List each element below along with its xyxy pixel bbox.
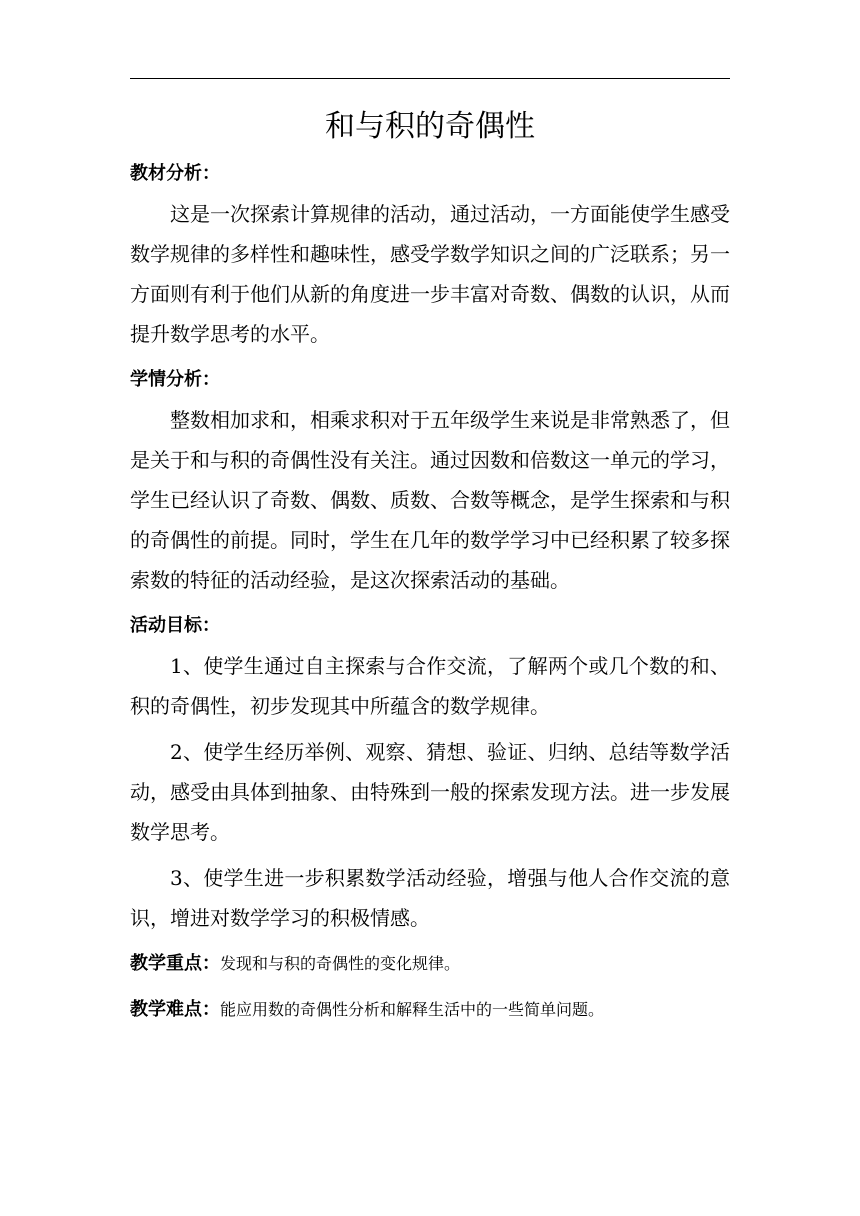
section-heading: 教材分析： [130,163,220,184]
difficult-point-label: 教学难点： [130,999,220,1020]
document-body [130,154,730,1030]
goal-paragraph-3: 3、使学生进一步积累数学活动经验，增强与他人合作交流的意识，增进对数学学习的积极情感。 [130,866,730,930]
goal-paragraph-2: 2、使学生经历举例、观察、猜想、验证、归纳、总结等数学活动，感受由具体到抽象、由特殊到一般的探索发现方法。进一步发展数学思考。 [130,740,730,844]
section-textbook-analysis [130,154,730,354]
header-rule [130,78,730,79]
document-title: 和与积的奇偶性 [325,109,535,144]
goal-paragraph-1: 1、使学生通过自主探索与合作交流，了解两个或几个数的和、积的奇偶性，初步发现其中所蕴含的数学规律。 [130,654,730,718]
key-point-label: 教学重点： [130,953,220,974]
body-paragraph: 这是一次探索计算规律的活动，通过活动，一方面能使学生感受数学规律的多样性和趣味性，感受学数学知识之间的广泛联系；另一方面则有利于他们从新的角度进一步丰富对奇数、偶数的认识，从而提升数学思考的水平。 [130,202,730,346]
difficult-point-text: 能应用数的奇偶性分析和解释生活中的一些简单问题。 [220,1000,605,1019]
difficult-point [130,990,730,1030]
section-learner-analysis [130,360,730,600]
key-point [130,944,730,984]
body-paragraph: 整数相加求和，相乘求积对于五年级学生来说是非常熟悉了，但是关于和与积的奇偶性没有关注。通过因数和倍数这一单元的学习，学生已经认识了奇数、偶数、质数、合数等概念，是学生探索和与积的奇偶性的前提。同时，学生在几年的数学学习中已经积累了较多探索数的特征的活动经验，是这次探索活动的基础。 [130,408,730,592]
key-point-text: 发现和与积的奇偶性的变化规律。 [220,954,461,973]
section-activity-goals [130,606,730,938]
section-heading: 学情分析： [130,369,220,390]
section-heading: 活动目标： [130,615,220,636]
